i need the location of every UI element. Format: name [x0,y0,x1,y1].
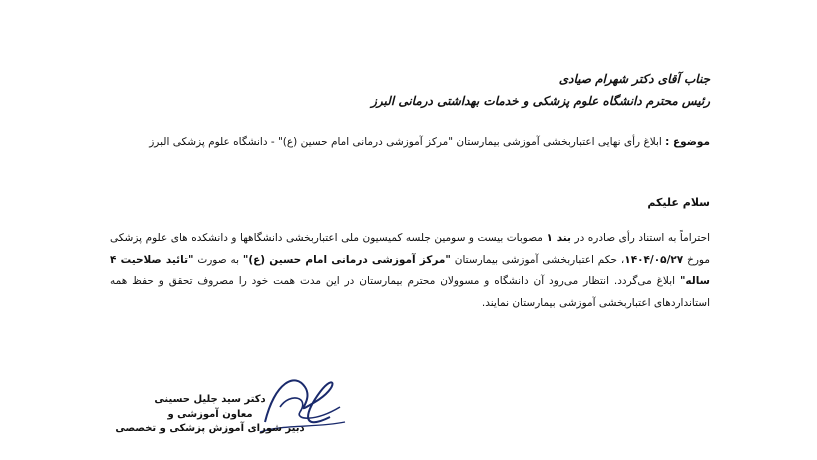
signer-name: دکتر سید جلیل حسینی [154,394,266,405]
clause-number: بند ۱ [546,232,572,244]
meeting-date: ۱۴۰۴/۰۵/۲۷ [624,253,684,266]
addressee-block [371,68,710,112]
signature-block [0,393,420,437]
body-part-3: ، حکم اعتباربخشی آموزشی بیمارستان [450,253,625,266]
body-part-5: ابلاغ می‌گردد. انتظار می‌رود آن دانشگاه و مسوولان محترم بیمارستان در این مدت همت خود را مصروف تحقق و حفظ همه استانداردهای اعتباربخشی آموزشی بیمارستان نمایند. [110,275,710,309]
signer-title-1: معاون آموزشی و [167,408,253,420]
body-part-1: احتراماً به استناد رأی صادره در [571,232,711,244]
signer-title-2: دبیر شورای آموزش پزشکی و تخصصی [115,423,305,434]
body-part-4: به صورت [193,253,243,266]
accreditation-status: "تائید صلاحیت ۴ ساله" [110,253,710,287]
subject-line [110,132,710,152]
letter-body [110,228,710,314]
addressee-title: رئیس محترم دانشگاه علوم پزشکی و خدمات بهداشتی درمانی البرز [371,94,710,108]
greeting: سلام علیکم [647,196,710,209]
hospital-name: "مرکز آموزشی درمانی امام حسین (ع)" [242,253,451,266]
body-part-2: مصوبات بیست و سومین جلسه کمیسیون ملی اعتباربخشی دانشگاهها و دانشکده های علوم پزشکی مورخ [110,232,710,266]
subject-label: موضوع : [665,136,710,148]
subject-text: ابلاغ رأی نهایی اعتباربخشی آموزشی بیمارستان "مرکز آموزشی درمانی امام حسین (ع)" - دانشگاه علوم پزشکی البرز [149,136,666,148]
addressee-name: جناب آقای دکتر شهرام صیادی [558,72,710,86]
